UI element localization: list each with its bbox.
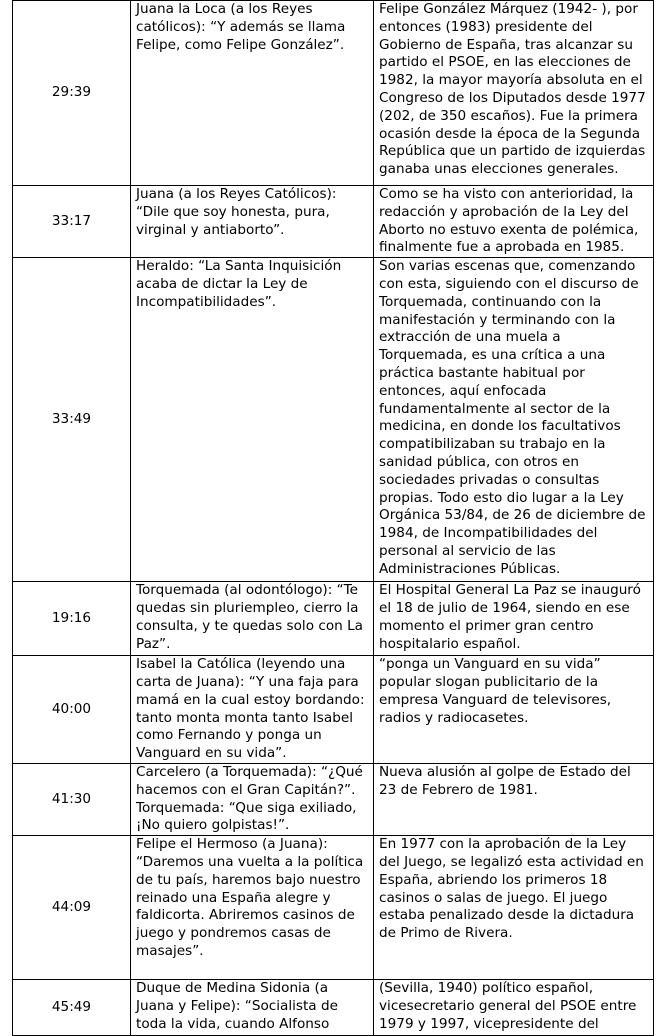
note-cell: (Sevilla, 1940) político español, vicesecretario general del PSOE entre 1979 y 1997, vicepresidente del bbox=[374, 980, 654, 1036]
quote-cell: Isabel la Católica (leyendo una carta de Juana): “Y una faja para mamá en la cual estoy bordando: tanto monta monta tanto Isabel como Fernando y ponga un Vanguard en su vida”. bbox=[131, 656, 374, 764]
timestamp-cell: 40:00 bbox=[13, 656, 131, 764]
note-cell: Nueva alusión al golpe de Estado del 23 de Febrero de 1981. bbox=[374, 763, 654, 835]
timestamp-cell: 41:30 bbox=[13, 763, 131, 835]
note-cell: En 1977 con la aprobación de la Ley del Juego, se legalizó esta actividad en España, abriendo los primeros 18 casinos o salas de juego. El juego estaba penalizado desde la dictadura de Primo de Rivera. bbox=[374, 836, 654, 980]
table-row bbox=[13, 763, 654, 835]
table-row bbox=[13, 258, 654, 582]
table-row bbox=[13, 836, 654, 980]
note-cell: Como se ha visto con anterioridad, la redacción y aprobación de la Ley del Aborto no estuvo exenta de polémica, finalmente fue a aprobada en 1985. bbox=[374, 186, 654, 258]
table-row bbox=[13, 186, 654, 258]
note-cell: “ponga un Vanguard en su vida” popular slogan publicitario de la empresa Vanguard de televisores, radios y radiocasetes. bbox=[374, 656, 654, 764]
quote-cell: Torquemada (al odontólogo): “Te quedas sin pluriempleo, cierro la consulta, y te quedas solo con La Paz”. bbox=[131, 582, 374, 656]
note-cell: El Hospital General La Paz se inauguró el 18 de julio de 1964, siendo en ese momento el primer gran centro hospitalario español. bbox=[374, 582, 654, 656]
timestamp-cell: 44:09 bbox=[13, 836, 131, 980]
table-row bbox=[13, 656, 654, 764]
note-cell: Son varias escenas que, comenzando con esta, siguiendo con el discurso de Torquemada, continuando con la manifestación y terminando con la extracción de una muela a Torquemada, es una crítica a una práctica bastante habitual por entonces, aquí enfocada fundamentalmente al sector de la medicina, en donde los facultativos compatibilizaban su trabajo en la sanidad pública, con otros en sociedades privadas o consultas propias. Todo esto dio lugar a la Ley Orgánica 53/84, de 26 de diciembre de 1984, de Incompatibilidades del personal al servicio de las Administraciones Públicas. bbox=[374, 258, 654, 582]
timestamp-cell: 45:49 bbox=[13, 980, 131, 1036]
note-cell: Felipe González Márquez (1942- ), por entonces (1983) presidente del Gobierno de España, tras alcanzar su partido el PSOE, en las elecciones de 1982, la mayor mayoría absoluta en el Congreso de los Diputados desde 1977 (202, de 350 escaños). Fue la primera ocasión desde la época de la Segunda República que un partido de izquierdas ganaba unas elecciones generales. bbox=[374, 1, 654, 186]
table-row bbox=[13, 980, 654, 1036]
table-row bbox=[13, 582, 654, 656]
timestamp-cell: 19:16 bbox=[13, 582, 131, 656]
quote-cell: Carcelero (a Torquemada): “¿Qué hacemos con el Gran Capitán?”. Torquemada: “Que siga exiliado, ¡No quiero golpistas!”. bbox=[131, 763, 374, 835]
quote-cell: Duque de Medina Sidonia (a Juana y Felipe): “Socialista de toda la vida, cuando Alfonso bbox=[131, 980, 374, 1036]
quote-cell: Felipe el Hermoso (a Juana): “Daremos una vuelta a la política de tu país, haremos bajo nuestro reinado una España alegre y faldicorta. Abriremos casinos de juego y pondremos casas de masajes”. bbox=[131, 836, 374, 980]
quote-cell: Heraldo: “La Santa Inquisición acaba de dictar la Ley de Incompatibilidades”. bbox=[131, 258, 374, 582]
table-row bbox=[13, 1, 654, 186]
annotation-table bbox=[12, 0, 654, 1036]
timestamp-cell: 33:17 bbox=[13, 186, 131, 258]
quote-cell: Juana la Loca (a los Reyes católicos): “Y además se llama Felipe, como Felipe González”. bbox=[131, 1, 374, 186]
timestamp-cell: 33:49 bbox=[13, 258, 131, 582]
timestamp-cell: 29:39 bbox=[13, 1, 131, 186]
quote-cell: Juana (a los Reyes Católicos): “Dile que soy honesta, pura, virginal y antiaborto”. bbox=[131, 186, 374, 258]
